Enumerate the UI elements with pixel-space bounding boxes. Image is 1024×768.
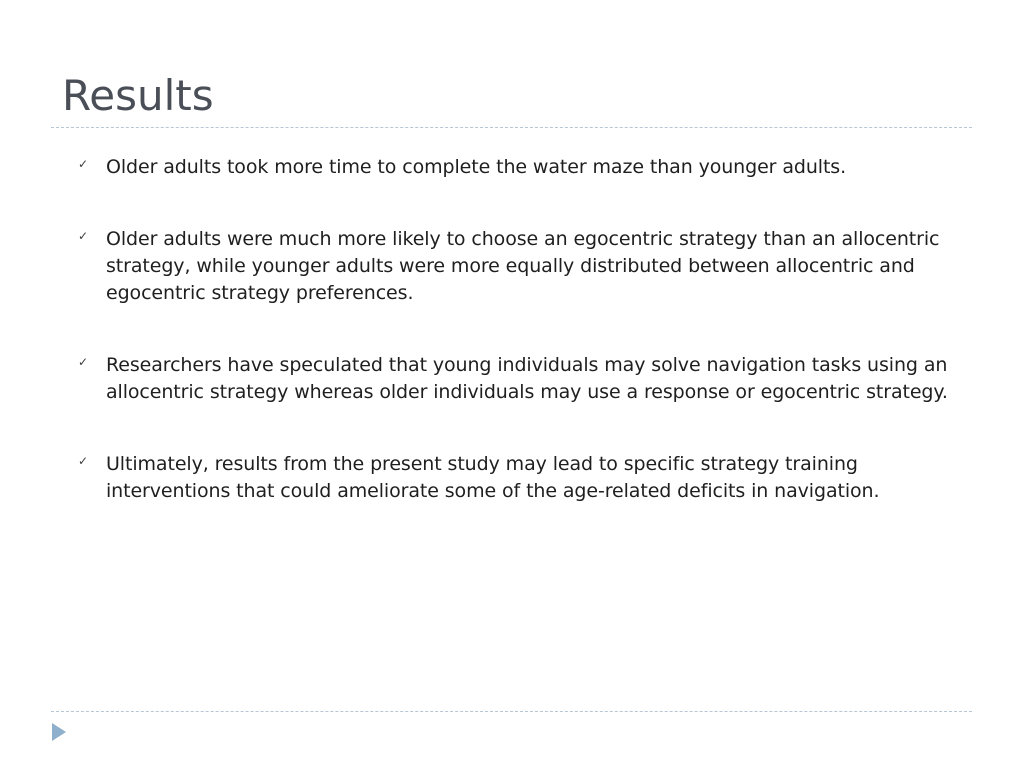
bullet-item bbox=[78, 352, 958, 406]
check-icon: ✓ bbox=[78, 157, 88, 171]
check-icon: ✓ bbox=[78, 229, 88, 243]
bullet-text: Ultimately, results from the present study may lead to specific strategy training interventions that could ameliorate some of the age-related deficits in navigation. bbox=[106, 453, 880, 502]
bullet-text: Researchers have speculated that young individuals may solve navigation tasks using an allocentric strategy whereas older individuals may use a response or egocentric strategy. bbox=[106, 354, 948, 403]
bullet-list bbox=[78, 154, 958, 505]
footer-divider bbox=[51, 711, 972, 712]
check-icon: ✓ bbox=[78, 454, 88, 468]
nav-arrow-icon[interactable] bbox=[52, 723, 66, 741]
page-title: Results bbox=[62, 71, 214, 120]
bullet-text: Older adults took more time to complete the water maze than younger adults. bbox=[106, 156, 847, 178]
bullet-item bbox=[78, 154, 958, 181]
bullet-item bbox=[78, 451, 958, 505]
bullet-text: Older adults were much more likely to choose an egocentric strategy than an allocentric strategy, while younger adults were more equally distributed between allocentric and egocentric strategy preferences. bbox=[106, 228, 940, 304]
title-divider bbox=[51, 127, 972, 128]
bullet-item bbox=[78, 226, 958, 307]
check-icon: ✓ bbox=[78, 355, 88, 369]
